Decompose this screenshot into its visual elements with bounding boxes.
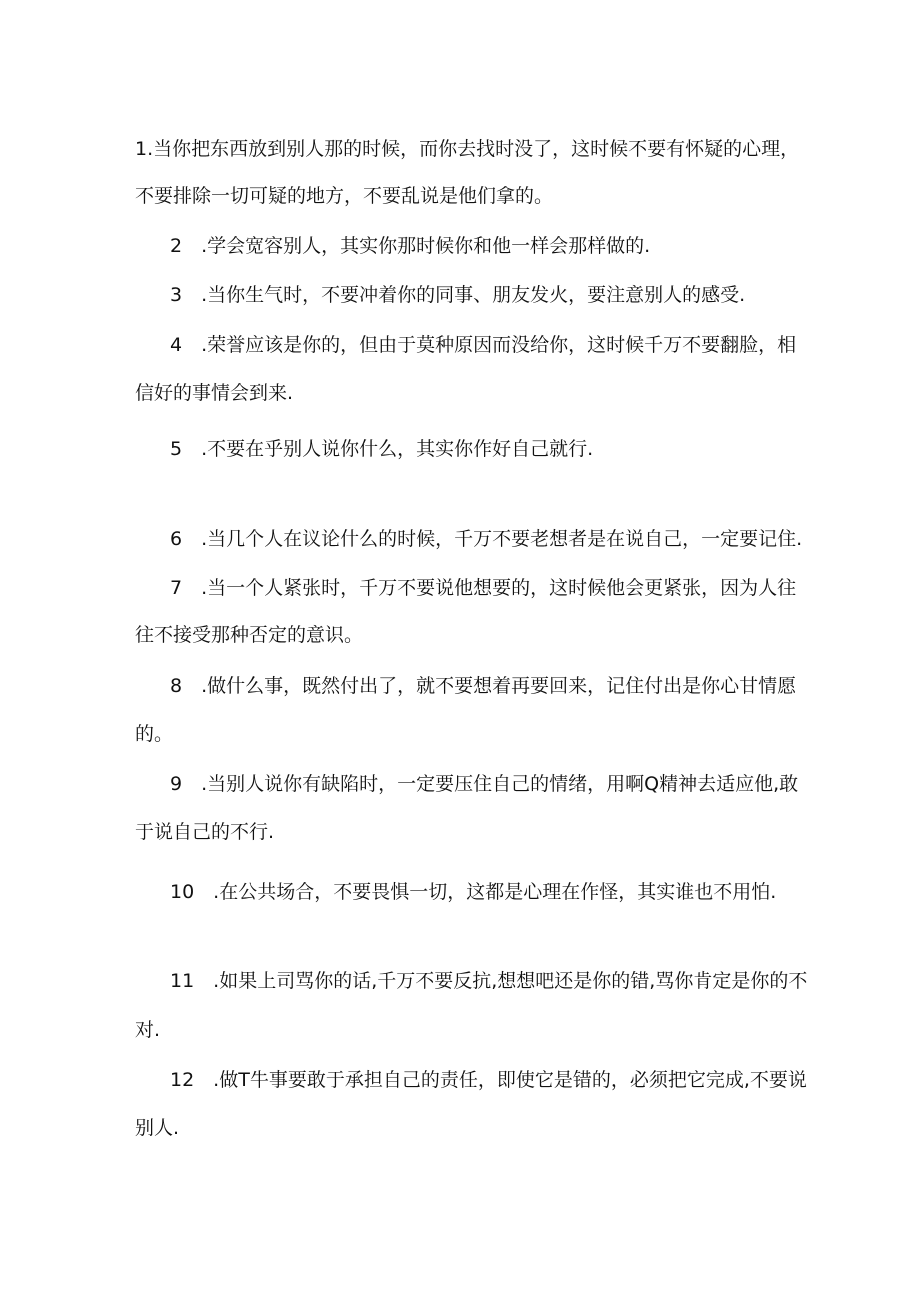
item-2-line-1: 2 .学会宽容别人，其实你那时候你和他一样会那样做的. — [170, 235, 651, 257]
item-12-line-2: 别人. — [135, 1117, 180, 1139]
item-8-line-2: 的。 — [135, 723, 174, 745]
item-5-line-1: 5 .不要在乎别人说你什么，其实你作好自己就行. — [170, 438, 594, 460]
item-9-line-1: 9 .当别人说你有缺陷时，一定要压住自己的情绪，用啊Q精神去适应他,敢 — [170, 773, 799, 795]
item-1-line-1: 1.当你把东西放到别人那的时候，而你去找时没了，这时候不要有怀疑的心理， — [135, 138, 800, 160]
item-4-line-1: 4 .荣誉应该是你的，但由于莫种原因而没给你，这时候千万不要翻脸，相 — [170, 334, 797, 356]
item-4-line-2: 信好的事情会到来. — [135, 382, 294, 404]
item-9-line-2: 于说自己的不行. — [135, 821, 275, 843]
item-12-line-1: 12 .做T牛事要敢于承担自己的责任，即使它是错的，必须把它完成,不要说 — [170, 1069, 807, 1091]
item-7-line-1: 7 .当一个人紧张时，千万不要说他想要的，这时候他会更紧张，因为人往 — [170, 577, 797, 599]
item-8-line-1: 8 .做什么事，既然付出了，就不要想着再要回来，记住付出是你心甘情愿 — [170, 675, 797, 697]
item-1-line-2: 不要排除一切可疑的地方，不要乱说是他们拿的。 — [135, 185, 554, 207]
item-7-line-2: 往不接受那种否定的意识。 — [135, 624, 364, 646]
item-10-line-1: 10 .在公共场合，不要畏惧一切，这都是心理在作怪，其实谁也不用怕. — [170, 881, 777, 903]
item-3-line-1: 3 .当你生气时，不要冲着你的同事、朋友发火，要注意别人的感受. — [170, 284, 746, 306]
item-11-line-1: 11 .如果上司骂你的话,千万不要反抗,想想吧还是你的错,骂你肯定是你的不 — [170, 970, 808, 992]
item-6-line-1: 6 .当几个人在议论什么的时候，千万不要老想者是在说自己，一定要记住. — [170, 528, 803, 550]
item-11-line-2: 对. — [135, 1019, 161, 1041]
